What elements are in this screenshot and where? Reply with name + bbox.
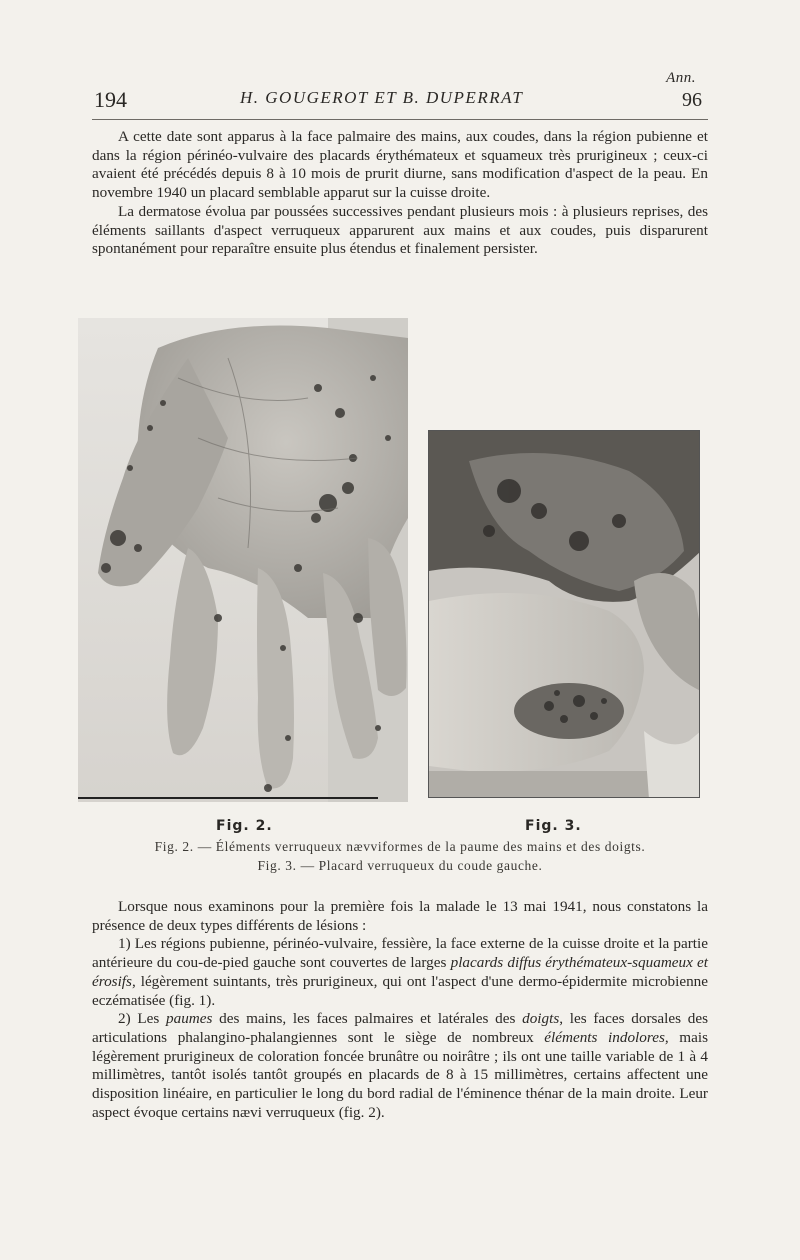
italic-run: éléments indolores xyxy=(544,1028,665,1046)
journal-number: 96 xyxy=(682,89,702,111)
text-run: , les faces dorsales des articulations phalangino-phalangiennes sont le siège de nombreux xyxy=(92,1010,708,1046)
figure-2-label: Fig. 2. xyxy=(216,818,273,834)
text-run: , mais légèrement prurigineux de coloration foncée brunâtre ou noirâtre ; ils ont une taille variable de 1 à 4 millimètres, tantôt isolés tantôt groupés en placards de 8 à 15 millimètres, certains affectent une disposition linéaire, en particulier le long du bord radial de l'éminence thénar de la main droite. Leur aspect évoque certains nævi verruqueux (fig. 2). xyxy=(92,1028,708,1121)
running-title: H. GOUGEROT ET B. DUPERRAT xyxy=(240,88,524,107)
figure-2-caption: Fig. 2. — Éléments verruqueux nævviformes de la paume des mains et des doigts. xyxy=(154,839,646,854)
paragraph: A cette date sont apparus à la face palmaire des mains, aux coudes, dans la région pubienne et dans la région périnéo-vulvaire des placards érythémateux et squameux très prurigineux ; ceux-ci avaient été précédés depuis 8 à 10 mois de prurit diurne, sans modification d'aspect de la peau. En novembre 1940 un placard semblable apparut sur la cuisse droite. xyxy=(92,128,708,202)
text-run: 2) Les xyxy=(118,1010,167,1028)
bottom-paragraphs xyxy=(92,898,708,1122)
paragraph-list-item-1 xyxy=(92,935,708,1010)
paragraph: La dermatose évolua par poussées successives pendant plusieurs mois : à plusieurs reprises, des éléments saillants d'aspect verruqueux apparurent aux mains et aux coudes, puis disparurent spontanément pour reparaître ensuite plus étendus et finalement persister. xyxy=(92,202,708,258)
paragraph-list-item-2 xyxy=(92,1010,708,1122)
top-paragraphs xyxy=(92,128,708,259)
italic-run: placards diffus érythémateux-squameux et érosifs xyxy=(92,954,708,990)
header-rule xyxy=(92,119,708,120)
page-number: 194 xyxy=(94,87,127,112)
italic-run: doigts xyxy=(522,1010,560,1028)
figure-3-elbow-photo xyxy=(428,430,700,798)
journal-abbrev: Ann. xyxy=(666,70,696,86)
figure-3-label: Fig. 3. xyxy=(525,818,582,834)
paragraph: Lorsque nous examinons pour la première fois la malade le 13 mai 1941, nous constatons la présence de deux types différents de lésions : xyxy=(92,898,708,934)
text-run: , légèrement suintants, très prurigineux, qui ont l'aspect d'une dermo-épidermite microbienne eczématisée (fig. 1). xyxy=(92,972,708,1009)
text-run: des mains, les faces palmaires et latérales des xyxy=(212,1010,523,1028)
italic-run: paumes xyxy=(166,1010,213,1028)
text-run: 1) Les régions pubienne, périnéo-vulvaire, fessière, la face externe de la cuisse droite et la partie antérieure du cou-de-pied gauche sont couvertes de larges xyxy=(92,935,708,972)
figure-3-caption: Fig. 3. — Placard verruqueux du coude gauche. xyxy=(257,858,543,873)
figure-2-palm-photo xyxy=(78,318,408,802)
